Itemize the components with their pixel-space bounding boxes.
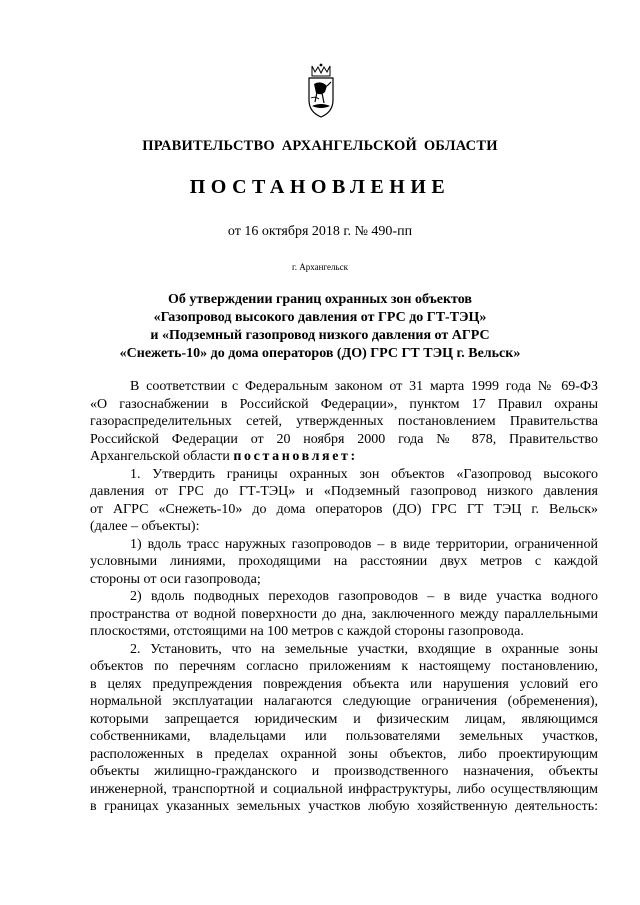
paragraph-1-item-2 <box>90 588 598 641</box>
body-line: собственниками, владельцами или пользователями земельных участков, <box>90 729 598 744</box>
paragraph-2 <box>90 641 598 816</box>
body-line: объектов по перечням согласно приложениям к настоящему постановлению, <box>90 659 598 674</box>
intro-paragraph <box>90 378 598 466</box>
coat-of-arms-icon <box>303 62 339 120</box>
paragraph-1 <box>90 466 598 536</box>
organization-name: ПРАВИТЕЛЬСТВО АРХАНГЕЛЬСКОЙ ОБЛАСТИ <box>142 138 498 154</box>
body-line: «О газоснабжении в Российской Федерации», пунктом 17 Правил охраны <box>90 396 598 412</box>
body-line <box>90 448 598 466</box>
title-line: и «Подземный газопровод низкого давления от АГРС <box>150 328 490 343</box>
body-line: нормальной эксплуатации налагаются следующие ограничения (обременения), <box>90 694 598 709</box>
body-line: (далее – объекты): <box>90 519 200 534</box>
body-line: 1) вдоль трасс наружных газопроводов – в виде территории, ограниченной <box>130 536 598 552</box>
body-line: от АГРС «Снежеть-10» до дома операторов (ДО) ГРС ГТ ТЭЦ г. Вельск» <box>90 501 598 517</box>
body-line: 2. Установить, что на земельные участки, входящие в охранные зоны <box>130 641 598 657</box>
body-line: 1. Утвердить границы охранных зон объектов «Газопровод высокого <box>130 466 598 482</box>
body-line: газораспределительных сетей, утвержденных постановлением Правительства <box>90 414 598 429</box>
document-title <box>0 291 640 363</box>
body-line: 2) вдоль подводных переходов газопроводов – в виде участка водного <box>130 589 598 604</box>
body-line: плоскостями, отстоящими на 100 метров с каждой стороны газопровода. <box>90 624 524 639</box>
paragraph-1-item-1 <box>90 536 598 589</box>
title-line: Об утверждении границ охранных зон объектов <box>168 292 472 307</box>
title-line: «Газопровод высокого давления от ГРС до ГТ-ТЭЦ» <box>153 310 487 325</box>
body-line: В соответствии с Федеральным законом от 31 марта 1999 года № 69-ФЗ <box>130 379 598 394</box>
document-type: ПОСТАНОВЛЕНИЕ <box>189 176 451 198</box>
body-line: расположенных в пределах охранной зоны объектов, либо проектирующим <box>90 746 598 762</box>
body-line: объекты жилищно-гражданского и производственного назначения, объекты <box>90 764 598 779</box>
body-line: условными линиями, проходящими на расстоянии двух метров с каждой <box>90 554 598 569</box>
body-line: Российской Федерации от 20 ноября 2000 года № 878, Правительство <box>90 431 598 447</box>
document-body <box>90 378 598 816</box>
body-line: инженерной, транспортной и социальной инфраструктуры, либо осуществляющим <box>90 781 598 797</box>
intro-last-text: Архангельской области <box>90 449 234 464</box>
resolves-word: постановляет: <box>233 449 358 464</box>
title-line: «Снежеть-10» до дома операторов (ДО) ГРС ГТ ТЭЦ г. Вельск» <box>119 346 521 361</box>
body-line: которыми запрещается юридическим и физическим лицам, являющимся <box>90 711 598 727</box>
body-line: в границах указанных земельных участков любую хозяйственную деятельность: <box>90 799 598 814</box>
body-line: стороны от оси газопровода; <box>90 571 261 587</box>
document-city: г. Архангельск <box>292 262 348 272</box>
body-line: давления от ГРС до ГТ-ТЭЦ» и «Подземный газопровод низкого давления <box>90 484 598 499</box>
document-date-number: от 16 октября 2018 г. № 490-пп <box>227 224 413 239</box>
body-line: в целях предупреждения повреждения объекта или нарушения условий его <box>90 676 598 692</box>
body-line: пространства от водной поверхности до дна, заключенного между параллельными <box>90 606 598 622</box>
